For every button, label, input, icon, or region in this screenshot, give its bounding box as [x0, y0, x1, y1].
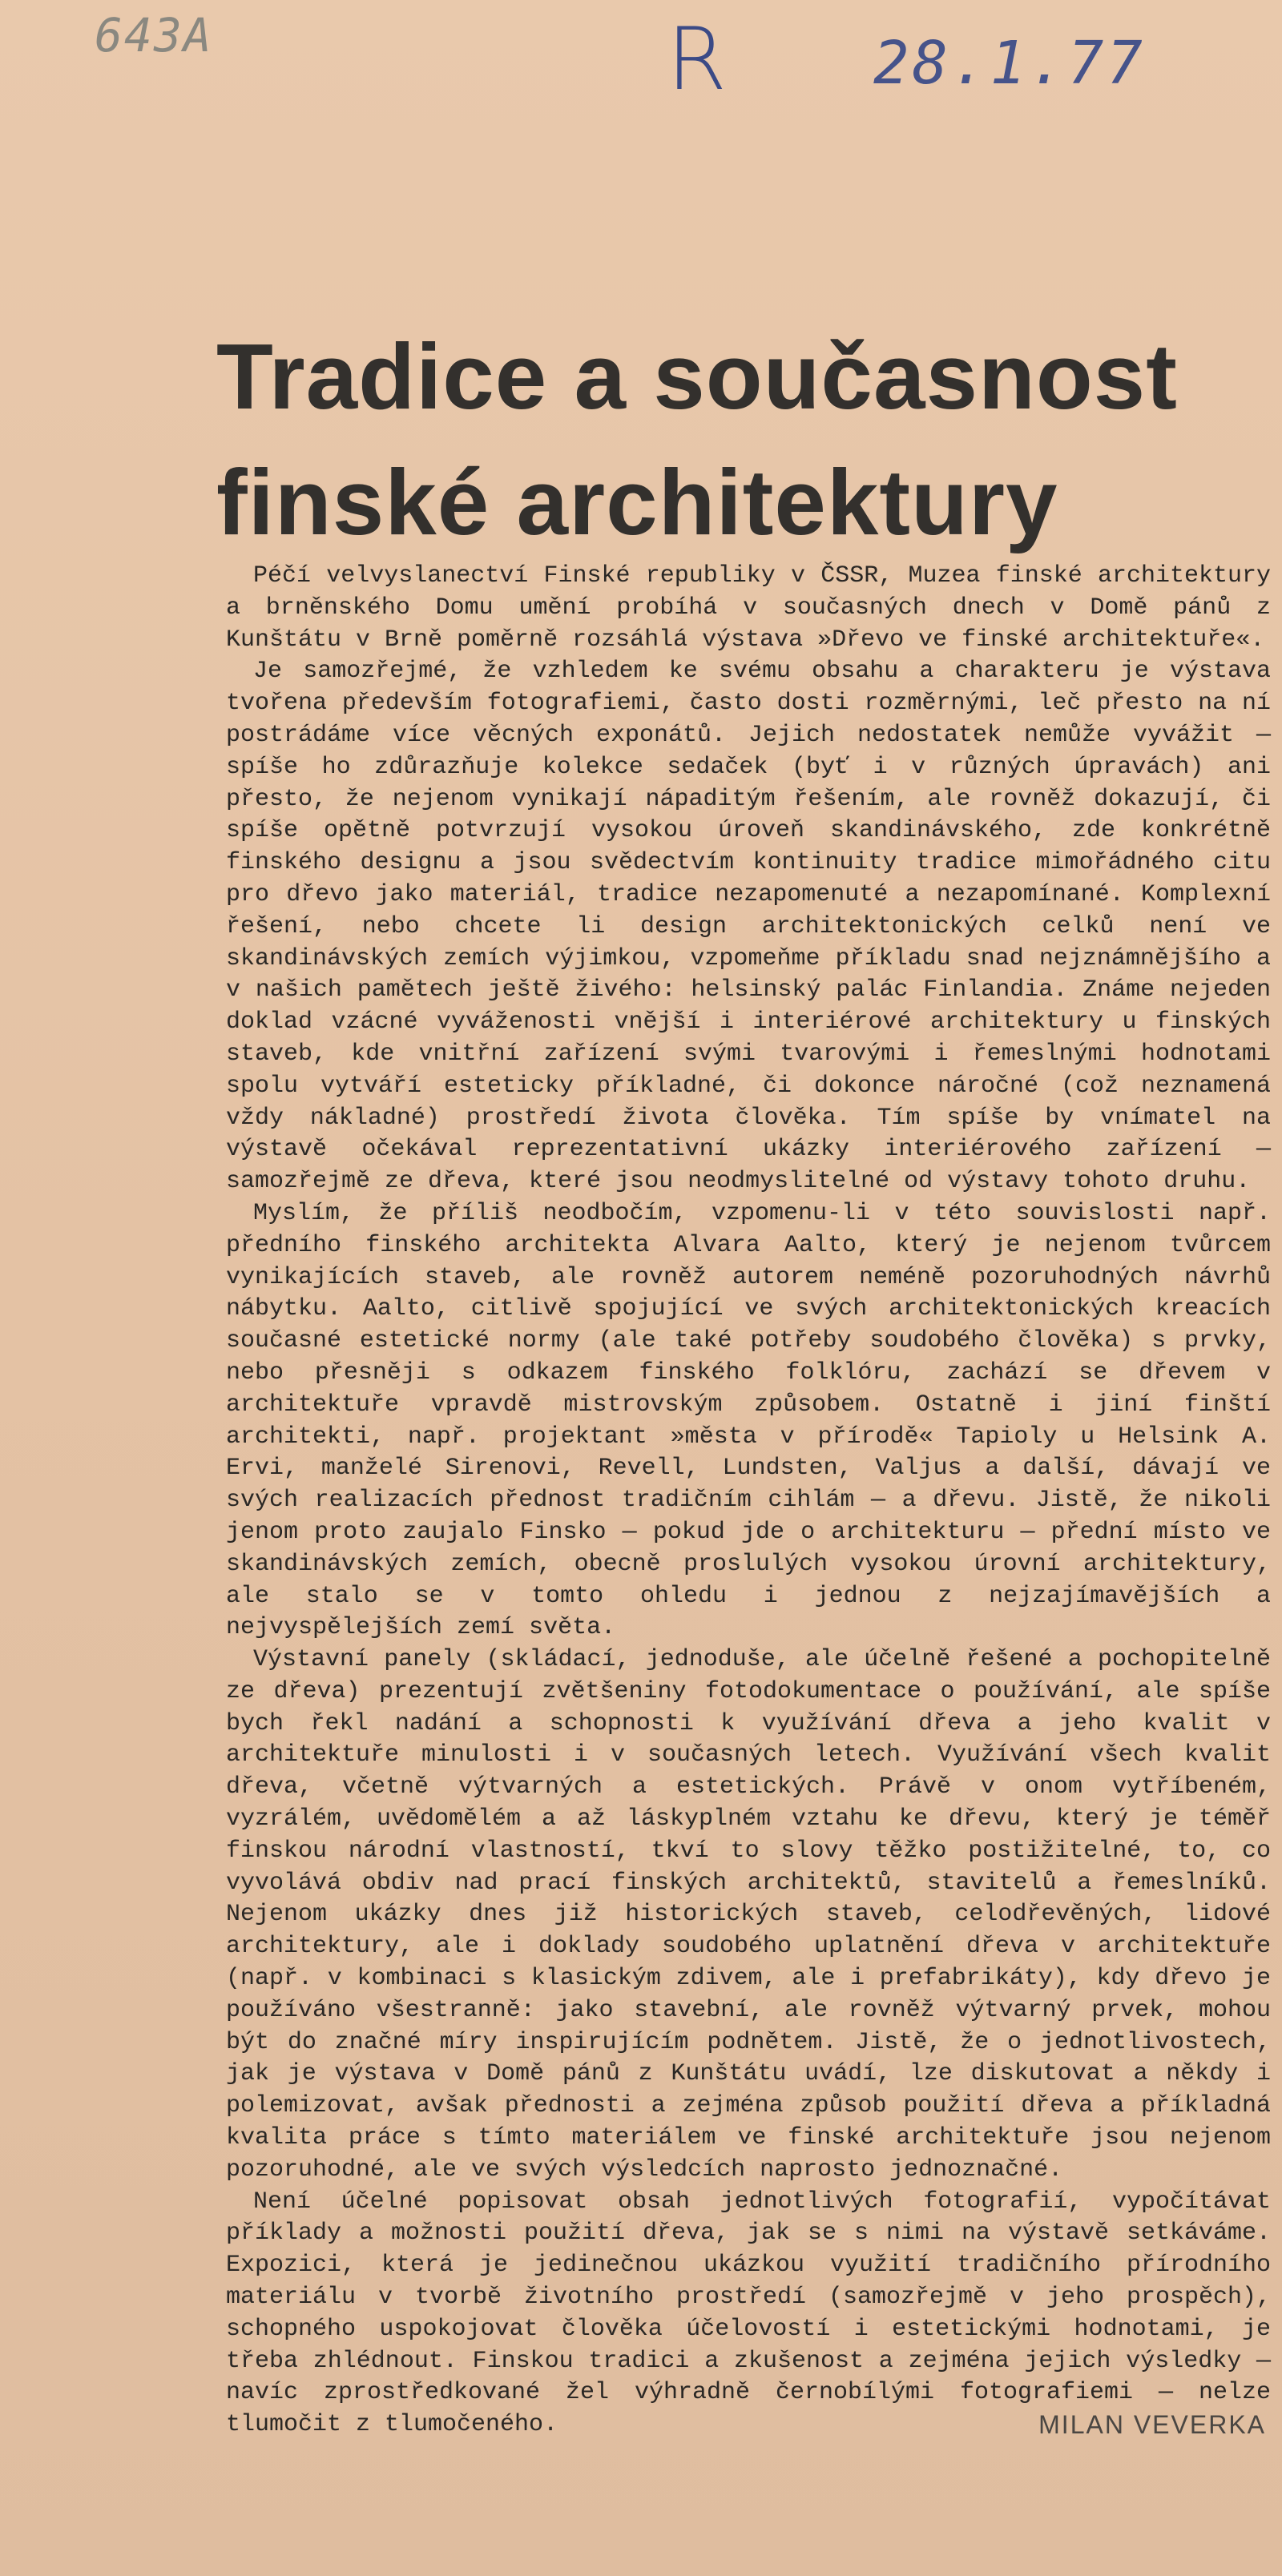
- paragraph-3: Myslím, že příliš neodbočím, vzpomenu-li v této souvislosti např. předního finského architekta Alvara Aalto, který je nejenom tvůrcem vynikajících staveb, ale rovněž autorem neméně pozoruhodných návrhů nábytku. Aalto, citlivě spojující ve svých architektonických kreacích současné estetické normy (ale také potřeby soudobého člověka) s prvky, nebo přesněji s odkazem finského folklóru, zachází se dřevem v architektuře vpravdě mistrovským způsobem. Ostatně i jiní finští architekti, např. projektant »města v přírodě« Tapioly u Helsink A. Ervi, manželé Sirenovi, Revell, Lundsten, Valjus a další, dávají ve svých realizacích přednost tradičním cihlám — a dřevu. Jistě, že nikoli jenom proto zaujalo Finsko — pokud jde o architekturu — přední místo ve skandinávských zemích, obecně proslulých vysokou úrovní architektury, ale stalo se v tomto ohledu i jednou z nejzajímavějších a nejvyspělejších zemí světa.: [226, 1199, 1271, 1642]
- paragraph-5: [226, 2187, 1271, 2441]
- article-body: [226, 561, 1271, 2441]
- title-line-1: Tradice a současnost: [216, 324, 1178, 429]
- author-name: MILAN VEVERKA: [1038, 2410, 1266, 2440]
- paragraph-2: Je samozřejmé, že vzhledem ke svému obsahu a charakteru je výstava tvořena především fotografiemi, často dosti rozměrnými, leč přesto na ní postrádáme více věcných exponátů. Jejich nedostatek nemůže vyvážit — spíše ho zdůrazňuje kolekce sedaček (byť i v různých úpravách) ani přesto, že nejenom vynikají nápaditým řešením, ale rovněž dokazují, či spíše opětně potvrzují vysokou úroveň skandinávského, zde konkrétně finského designu a jsou svědectvím kontinuity tradice mimořádného citu pro dřevo jako materiál, tradice nezapomenuté a nezapomínané. Komplexní řešení, nebo chcete li design architektonických celků není ve skandinávských zemích výjimkou, vzpomeňme příkladu snad nejznámnějšího a v našich pamětech ještě živého: helsinský palác Finlandia. Známe nejeden doklad vzácné vyváženosti vnější i interiérové architektury u finských staveb, kde vnitřní zařízení svými tvarovými i řemeslnými hodnotami spolu vytváří esteticky příkladné, či dokonce náročné (což neznamená vždy nákladné) prostředí života člověka. Tím spíše by vnímatel na výstavě očekával reprezentativní ukázky interiérového zařízení — samozřejmě ze dřeva, které jsou neodmyslitelné od výstavy tohoto druhu.: [226, 658, 1271, 1196]
- paragraph-5-text: Není účelné popisovat obsah jednotlivých fotografií, vypočítávat příklady a možnosti použití dřeva, jak se s nimi na výstavě setkáváme. Expozici, která je jedinečnou ukázkou využití tradičního přírodního materiálu v tvorbě životního prostředí (samozřejmě v jeho prospěch), schopného uspokojovat člověka účelovostí i estetickými hodnotami, je třeba zhlédnout. Finskou tradici a zkušenost a zejména jejich výsledky — navíc zprostředkované žel výhradně černobílými fotografiemi — nelze tlumočit z tlumočeného.: [226, 2188, 1271, 2439]
- article-title: [216, 314, 1274, 566]
- title-line-2: finské architektury: [216, 450, 1058, 554]
- handwritten-date: 28.1.77: [873, 29, 1146, 98]
- paragraph-1: Péčí velvyslanectví Finské republiky v ČSSR, Muzea finské architektury a brněnského Domu umění probíhá v současných dnech v Domě pánů z Kunštátu v Brně poměrně rozsáhlá výstava »Dřevo ve finské architektuře«.: [226, 562, 1271, 654]
- handwritten-mark: R: [667, 10, 728, 110]
- archive-id-note: 643A: [95, 8, 213, 62]
- paragraph-4: Výstavní panely (skládací, jednoduše, ale účelně řešené a pochopitelně ze dřeva) prezentují zvětšeniny fotodokumentace o používání, ale spíše bych řekl nadání a schopnosti k využívání dřeva a jeho kvalit v architektuře minulosti i v současných letech. Využívání všech kvalit dřeva, včetně výtvarných a estetických. Právě v onom vytříbeném, vyzrálém, uvědomělém a až láskyplném vztahu ke dřevu, který je téměř finskou národní vlastností, tkví to slovy těžko postižitelné, to, co vyvolává obdiv nad prací finských architektů, stavitelů a řemeslníků. Nejenom ukázky dnes již historických staveb, celodřevěných, lidové architektury, ale i doklady soudobého uplatnění dřeva v architektuře (např. v kombinaci s klasickým zdivem, ale i prefabrikáty), kdy dřevo je používáno všestranně: jako stavební, ale rovněž výtvarný prvek, mohou být do značné míry inspirujícím podnětem. Jistě, že o jednotlivostech, jak je výstava v Domě pánů z Kunštátu uvádí, lze diskutovat a někdy i polemizovat, avšak přednosti a zejména způsob použití dřeva a příkladná kvalita práce s tímto materiálem ve finské architektuře jsou nejenom pozoruhodné, ale ve svých výsledcích naprosto jednoznačné.: [226, 1646, 1271, 2184]
